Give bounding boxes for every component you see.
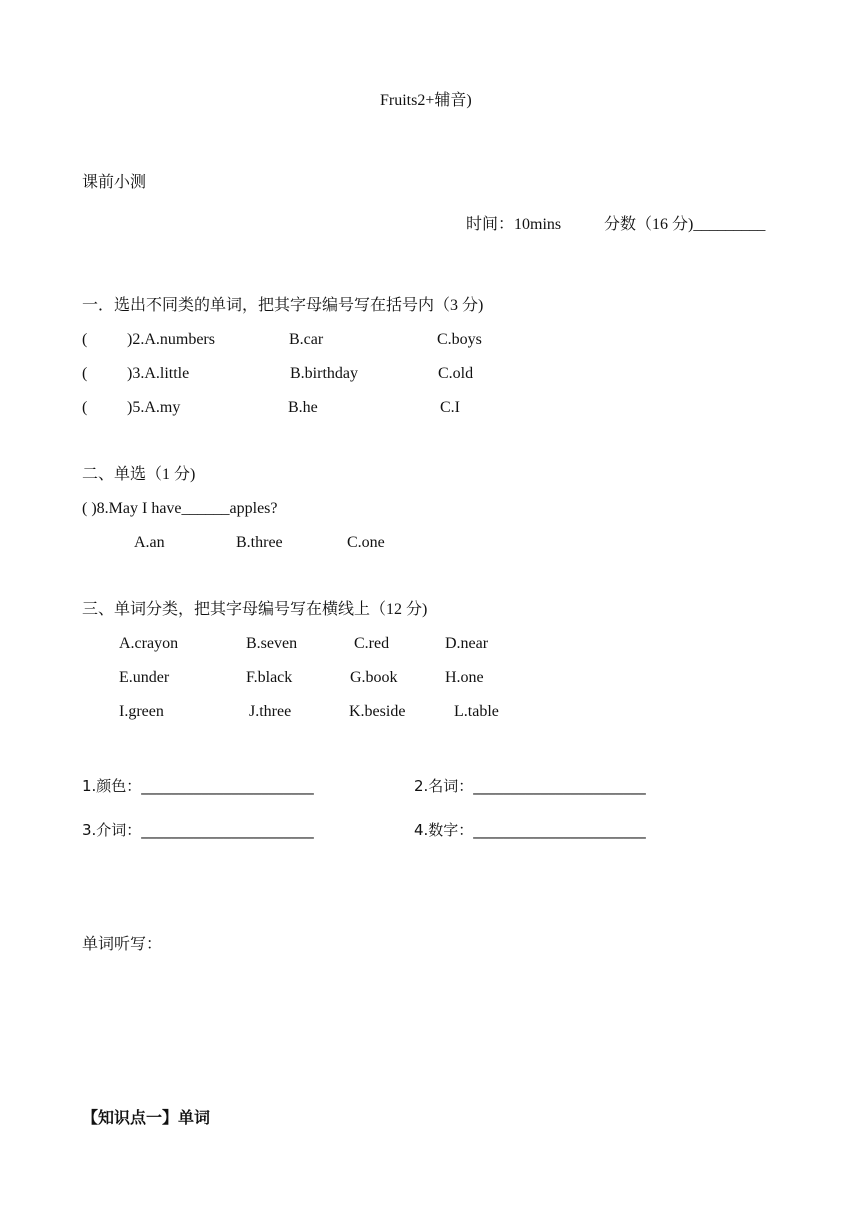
option-a: )2.A.numbers bbox=[127, 331, 215, 348]
word-item: A.crayon bbox=[119, 635, 179, 652]
answer-paren: ( bbox=[82, 365, 88, 382]
option-c: C.old bbox=[438, 365, 474, 382]
part2-question: ( )8.May I have______apples? bbox=[82, 500, 278, 517]
option-a: )5.A.my bbox=[127, 399, 181, 416]
option-c: C.I bbox=[440, 399, 460, 416]
blank-colors[interactable]: 1.颜色：_______________________ bbox=[82, 777, 314, 795]
option-a: )3.A.little bbox=[127, 365, 190, 382]
part3-heading: 三、单词分类，把其字母编号写在横线上（12 分) bbox=[82, 601, 428, 618]
word-item: I.green bbox=[119, 703, 164, 720]
word-item: E.under bbox=[119, 669, 170, 686]
part2-option-a: A.an bbox=[134, 534, 165, 551]
option-c: C.boys bbox=[437, 331, 482, 348]
part1-heading: 一．选出不同类的单词，把其字母编号写在括号内（3 分) bbox=[82, 297, 484, 314]
time-info: 时间：10mins bbox=[466, 216, 562, 233]
word-item: D.near bbox=[445, 635, 489, 652]
word-item: C.red bbox=[354, 635, 390, 652]
word-item: H.one bbox=[445, 669, 484, 686]
blank-prepositions[interactable]: 3.介词：_______________________ bbox=[82, 821, 314, 839]
option-b: B.car bbox=[289, 331, 324, 348]
part2-option-c: C.one bbox=[347, 534, 385, 551]
word-item: J.three bbox=[249, 703, 292, 720]
word-item: B.seven bbox=[246, 635, 298, 652]
blank-numbers[interactable]: 4.数字：_______________________ bbox=[414, 821, 646, 839]
word-item: F.black bbox=[246, 669, 293, 686]
word-item: K.beside bbox=[349, 703, 406, 720]
option-b: B.he bbox=[288, 399, 318, 416]
part2-heading: 二、单选（1 分) bbox=[82, 466, 196, 483]
answer-paren: ( bbox=[82, 331, 88, 348]
blank-nouns[interactable]: 2.名词：_______________________ bbox=[414, 777, 646, 795]
option-b: B.birthday bbox=[290, 365, 358, 382]
part2-option-b: B.three bbox=[236, 534, 283, 551]
section-label: 课前小测 bbox=[82, 172, 147, 191]
knowledge-heading: 【知识点一】单词 bbox=[82, 1108, 211, 1127]
score-info: 分数（16 分)_________ bbox=[604, 216, 766, 233]
answer-paren: ( bbox=[82, 399, 88, 416]
word-item: L.table bbox=[454, 703, 499, 720]
document-title: Fruits2+辅音) bbox=[380, 92, 472, 109]
dictation-label: 单词听写： bbox=[82, 934, 163, 953]
word-item: G.book bbox=[350, 669, 398, 686]
